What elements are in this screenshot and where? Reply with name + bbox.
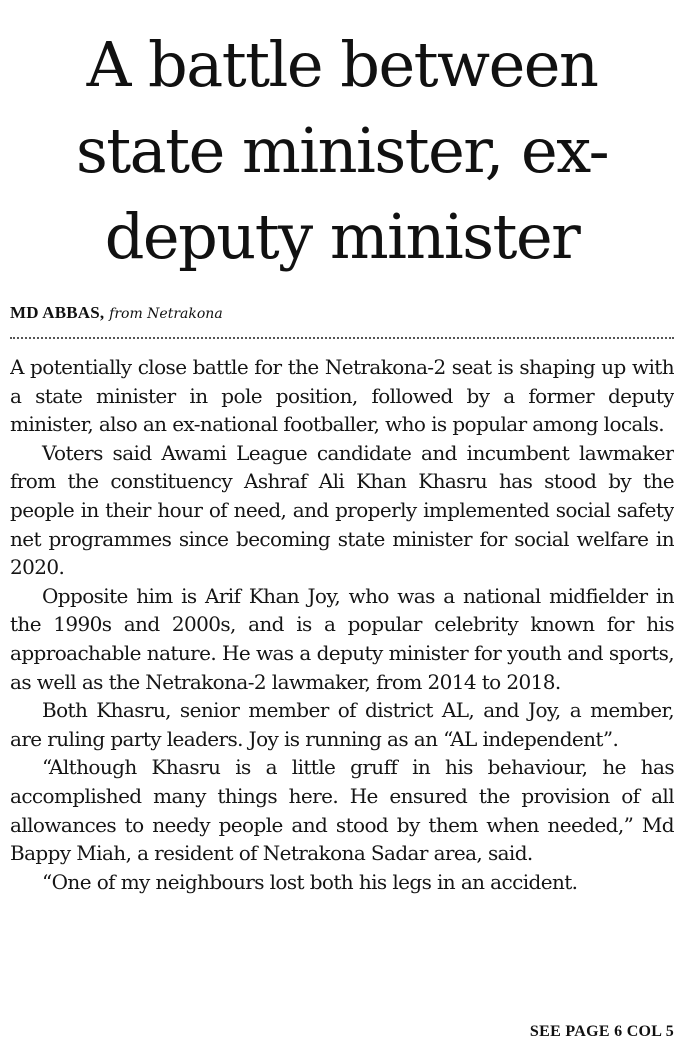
article-paragraph: “One of my neighbours lost both his legs in an accident. [42,869,578,894]
article-paragraph: “Although Khasru is a little gruff in his behaviour, he has accomplished many things here. He ensured the provision of all allowances to needy people and stood by them when needed,” Md Bappy Miah, a resident of Netrakona Sadar area, said. [10,755,674,866]
byline-divider [10,337,674,339]
article-paragraph: A potentially close battle for the Netrakona-2 seat is shaping up with a state minister in pole position, followed by a former deputy minister, also an ex-national footballer, who is popular among locals. [10,355,674,437]
article-paragraph: Both Khasru, senior member of district AL, and Joy, a member, are ruling party leaders. Joy is running as an “AL independent”. [10,698,674,751]
continuation-jump: SEE PAGE 6 COL 5 [529,1023,674,1040]
headline: A battle between state minister, ex-deputy minister [75,28,609,273]
article-paragraph: Opposite him is Arif Khan Joy, who was a national midfielder in the 1990s and 2000s, and is a popular celebrity known for his approachable nature. He was a deputy minister for youth and sports, as well as the Netrakona-2 lawmaker, from 2014 to 2018. [10,583,674,694]
byline-location: from Netrakona [109,306,223,322]
article-paragraph: Voters said Awami League candidate and incumbent lawmaker from the constituency Ashraf Ali Khan Khasru has stood by the people in their hour of need, and properly implemented social safety net programmes since becoming state minister for social welfare in 2020. [10,440,674,580]
byline [10,302,674,324]
article-body [10,353,674,1013]
byline-author: MD ABBAS, [10,303,105,322]
